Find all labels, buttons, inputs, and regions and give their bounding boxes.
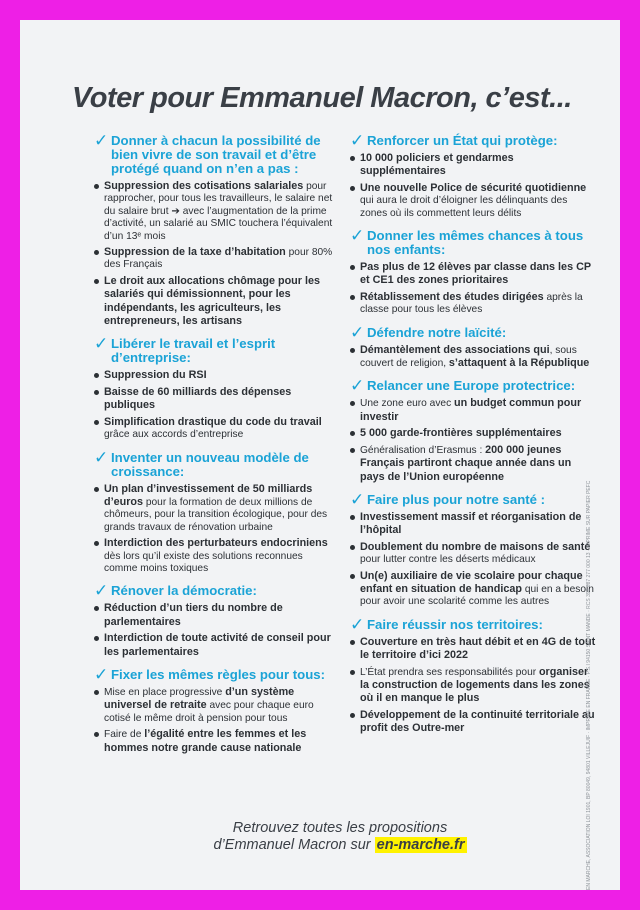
proposal-text: Généralisation d’Erasmus : — [360, 444, 486, 456]
proposal-bold-text: Développement de la continuité territoriale au profit des Outre-mer — [360, 708, 595, 735]
proposal-bold-text: Une nouvelle Police de sécurité quotidienne — [360, 181, 587, 194]
proposal-item — [350, 344, 596, 371]
proposal-text: L’État prendra ses responsabilités pour — [360, 666, 539, 678]
proposal-list — [350, 397, 596, 483]
proposal-text: Faire de — [104, 729, 145, 741]
proposal-list — [350, 636, 596, 736]
proposal-item — [94, 275, 336, 329]
proposal-bold-text: Couverture en très haut débit et en 4G de tout le territoire d’ici 2022 — [360, 635, 596, 662]
proposal-text: pour 80% des Français — [104, 247, 333, 271]
proposal-text: pour lutter contre les déserts médicaux — [360, 554, 536, 566]
section-heading-text: Relancer une Europe protectrice: — [367, 378, 576, 394]
proposal-item — [94, 728, 336, 755]
program-section — [350, 131, 596, 220]
section-heading — [350, 131, 596, 150]
proposal-bold-text: Rétablissement des études dirigées — [360, 290, 544, 303]
program-section — [350, 489, 596, 609]
proposal-item — [350, 261, 596, 288]
flyer-title: Voter pour Emmanuel Macron, c’est... — [72, 82, 572, 114]
proposal-text: Mise en place progressive — [104, 686, 226, 698]
section-heading-text: Donner à chacun la possibilité de bien vivre de son travail et d’être protégé quand on n’en a pas : — [111, 133, 321, 176]
proposal-bold-text: s’attaquent à la République — [448, 357, 590, 370]
proposal-text: pour rapprocher, pour tous les travailleurs, le salaire net du salaire brut ➔ avec l’augmentation de la prime d’activité, un salarié au SMIC touchera l’équivalent d’un 13ᵉ mois — [104, 181, 333, 242]
proposal-list — [350, 344, 596, 371]
proposal-text: , sous couvert de religion, — [360, 344, 577, 370]
proposal-text: qui aura le droit d’éloigner les délinquants des zones où ils commettent leurs délits — [360, 195, 568, 219]
proposal-bold-text: Doublement du nombre de maisons de santé — [360, 540, 591, 553]
program-section — [94, 447, 336, 576]
proposal-item — [94, 369, 336, 382]
proposal-bold-text: Interdiction de toute activité de conseil pour les parlementaires — [104, 632, 331, 658]
proposal-item — [94, 416, 336, 442]
proposal-item — [350, 444, 596, 484]
section-heading — [350, 614, 596, 634]
proposal-bold-text: Démantèlement des associations qui — [360, 343, 550, 356]
proposal-bold-text: Suppression des cotisations salariales — [104, 180, 304, 192]
proposal-bold-text: organiser la construction de logements dans les zones où il en manque le plus — [360, 665, 590, 705]
proposal-text: Une zone euro avec — [360, 398, 455, 410]
checkmark-icon: ✓ — [350, 614, 365, 634]
section-heading — [94, 581, 336, 601]
proposal-item — [94, 537, 336, 575]
checkmark-icon: ✓ — [350, 131, 365, 150]
proposal-item — [350, 182, 596, 220]
proposal-bold-text: Un(e) auxiliaire de vie scolaire pour chaque enfant en situation de handicap — [360, 569, 583, 595]
checkmark-icon: ✓ — [350, 489, 365, 509]
proposal-bold-text: Baisse de 60 milliards des dépenses publiques — [104, 385, 292, 412]
program-section — [350, 614, 596, 736]
footer-line-2-text: d’Emmanuel Macron sur — [213, 837, 375, 853]
program-section — [350, 226, 596, 317]
section-heading — [94, 447, 336, 479]
proposal-text: pour la formation de deux millions de chômeurs, pour la transition écologique, pour des grands travaux de rénovation urbaine — [104, 496, 328, 533]
proposal-bold-text: 200 000 jeunes Français partiront chaque année dans un pays de l’Union européenne — [360, 443, 572, 483]
proposal-item — [94, 686, 336, 725]
proposal-item — [94, 246, 336, 272]
proposal-list — [94, 369, 336, 441]
footer-line-1: Retrouvez toutes les propositions — [232, 820, 448, 836]
checkmark-icon: ✓ — [350, 376, 365, 396]
checkmark-icon: ✓ — [350, 322, 365, 342]
left-column — [94, 131, 336, 764]
proposal-item — [94, 180, 336, 243]
program-section — [94, 131, 336, 328]
proposal-list — [94, 602, 336, 659]
section-heading — [350, 489, 596, 509]
section-heading-text: Faire réussir nos territoires: — [367, 616, 543, 632]
proposal-text: avec pour chaque euro cotisé le même droit à pension pour tous — [104, 700, 314, 724]
proposal-text: dès lors qu’il existe des solutions reconnues comme moins toxiques — [104, 550, 303, 574]
proposal-item — [350, 152, 596, 179]
program-section — [94, 664, 336, 755]
proposal-item — [350, 541, 596, 567]
checkmark-icon: ✓ — [350, 226, 365, 246]
section-heading-text: Donner les mêmes chances à tous nos enfants: — [367, 228, 584, 258]
program-section — [94, 581, 336, 659]
proposal-text: qui en a besoin pour avoir une scolarité comme les autres — [360, 583, 594, 608]
checkmark-icon: ✓ — [94, 581, 109, 601]
proposal-list — [350, 152, 596, 220]
checkmark-icon: ✓ — [94, 334, 109, 354]
footer-call-to-action — [170, 820, 510, 854]
section-heading-text: Inventer un nouveau modèle de croissance: — [111, 449, 309, 479]
section-heading-text: Renforcer un État qui protège: — [367, 133, 558, 148]
proposal-item — [94, 632, 336, 659]
proposal-bold-text: Suppression de la taxe d’habitation — [104, 246, 286, 259]
proposal-list — [350, 511, 596, 609]
proposal-list — [94, 180, 336, 328]
proposal-bold-text: Simplification drastique du code du travail — [104, 415, 322, 428]
proposal-item — [350, 427, 596, 440]
section-heading-text: Libérer le travail et l’esprit d’entreprise: — [111, 336, 276, 366]
section-heading — [350, 376, 596, 396]
checkmark-icon: ✓ — [94, 447, 109, 467]
proposal-item — [350, 291, 596, 317]
footer-line-2 — [170, 837, 510, 854]
flyer-page — [20, 20, 620, 890]
proposal-list — [350, 261, 596, 317]
section-heading — [94, 334, 336, 366]
section-heading — [94, 131, 336, 176]
proposal-text: après la classe pour tous les élèves — [360, 291, 583, 316]
proposal-bold-text: Le droit aux allocations chômage pour les salariés qui démissionnent, pour les indépendants, les agriculteurs, les entrepreneurs, les artisans — [104, 274, 320, 328]
section-heading-text: Défendre notre laïcité: — [367, 324, 507, 340]
website-link[interactable]: en-marche.fr — [376, 837, 465, 853]
proposal-bold-text: Un plan d’investissement de 50 milliards d’euros — [104, 482, 313, 508]
program-section — [350, 322, 596, 371]
proposal-text: grâce aux accords d’entreprise — [104, 429, 244, 441]
proposal-bold-text: 5 000 garde-frontières supplémentaires — [360, 427, 562, 440]
proposal-bold-text: Investissement massif et réorganisation de l’hôpital — [360, 510, 582, 537]
section-heading-text: Rénover la démocratie: — [111, 583, 257, 599]
proposal-item — [350, 397, 596, 424]
proposal-bold-text: Interdiction des perturbateurs endocriniens — [104, 537, 328, 550]
proposal-item — [350, 636, 596, 663]
section-heading — [350, 226, 596, 258]
proposal-list — [94, 483, 336, 576]
checkmark-icon: ✓ — [94, 131, 109, 150]
program-section — [350, 376, 596, 483]
proposal-item — [350, 666, 596, 706]
proposal-bold-text: un budget commun pour investir — [360, 397, 582, 423]
section-heading-text: Fixer les mêmes règles pour tous: — [111, 666, 326, 682]
section-heading-text: Faire plus pour notre santé : — [367, 491, 546, 507]
proposal-bold-text: Suppression du RSI — [104, 369, 207, 382]
proposal-list — [94, 686, 336, 755]
proposal-item — [350, 570, 596, 609]
proposal-bold-text: 10 000 policiers et gendarmes supplémentaires — [360, 152, 514, 178]
proposal-bold-text: l’égalité entre les femmes et les hommes notre grande cause nationale — [104, 728, 307, 754]
checkmark-icon: ✓ — [94, 664, 109, 684]
right-column — [350, 131, 596, 745]
legal-notice: EN MARCHE, ASSOCIATION LOI 1901, BP 80049, 94801 VILLEJUIF · IMPRIMÉ EN FRANCE · P.S.I 94150 SAINT MANDÉ · RCS 390 887 277 000 13 · IMPRIMÉ SUR PAPIER PEFC — [586, 480, 592, 890]
proposal-item — [94, 602, 336, 629]
proposal-bold-text: Réduction d’un tiers du nombre de parlementaires — [104, 602, 283, 628]
proposal-bold-text: d’un système universel de retraite — [104, 685, 295, 712]
section-heading — [94, 664, 336, 684]
proposal-bold-text: Pas plus de 12 élèves par classe dans les CP et CE1 des zones prioritaires — [360, 261, 591, 287]
program-section — [94, 334, 336, 441]
proposal-item — [94, 386, 336, 413]
proposal-item — [94, 483, 336, 535]
proposal-item — [350, 511, 596, 538]
section-heading — [350, 322, 596, 342]
proposal-item — [350, 709, 596, 736]
